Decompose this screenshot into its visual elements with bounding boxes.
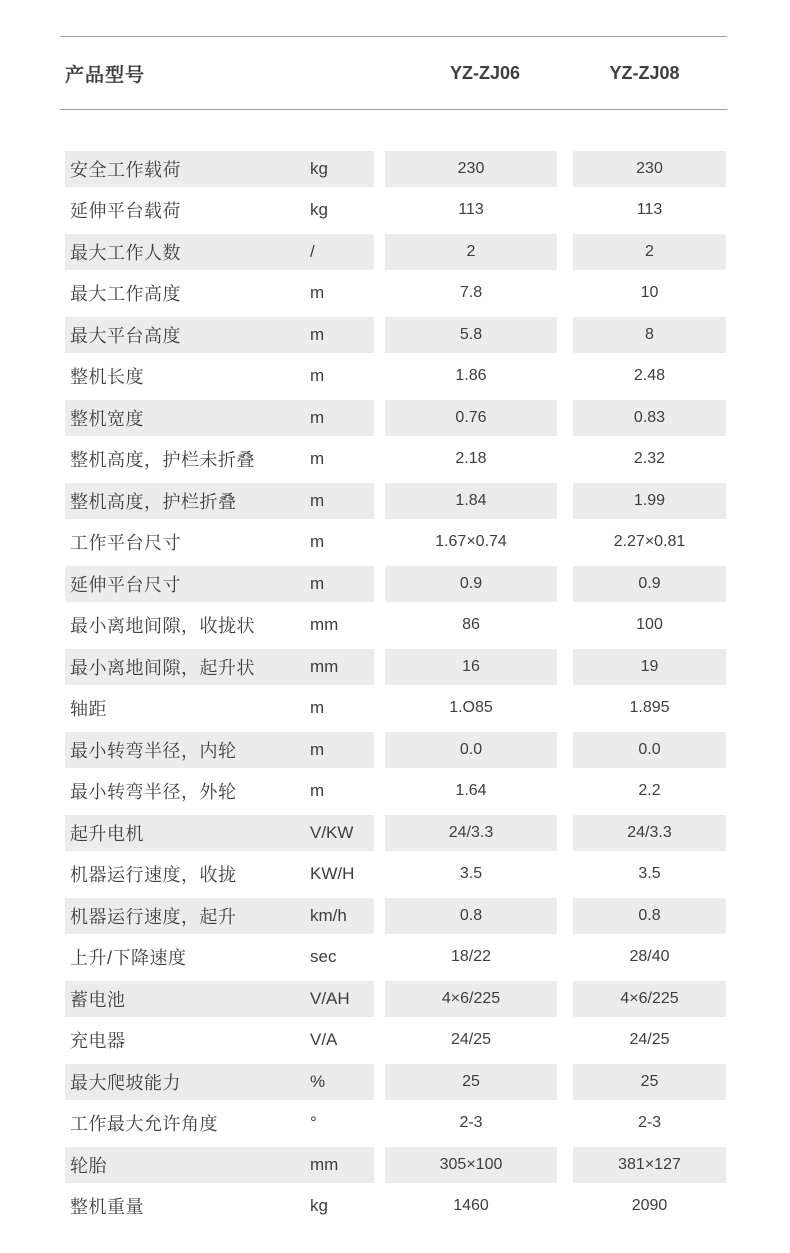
spec-value-zj06: 24/25 <box>450 1031 492 1049</box>
column-gap <box>557 856 573 892</box>
spec-unit: kg <box>310 1196 328 1216</box>
table-row <box>65 397 726 439</box>
spec-value-zj06: 1.O85 <box>449 699 493 717</box>
spec-unit: ° <box>310 1113 317 1133</box>
spec-unit: V/KW <box>310 822 354 842</box>
spec-label: 最大爬坡能力 <box>70 1072 181 1093</box>
column-gap <box>557 317 573 353</box>
spec-label: 最大平台高度 <box>70 325 181 346</box>
table-row <box>65 356 726 398</box>
column-gap <box>374 649 385 685</box>
spec-value-zj06: 1.86 <box>455 367 487 385</box>
spec-value-zj08: 10 <box>640 284 659 302</box>
spec-unit: m <box>310 366 325 386</box>
spec-value-zj08: 2-3 <box>637 1114 662 1132</box>
spec-label: 机器运行速度，起升 <box>70 906 237 927</box>
spec-unit: mm <box>310 1154 339 1174</box>
spec-value-zj08: 2.27×0.81 <box>613 533 686 551</box>
spec-unit: % <box>310 1071 326 1091</box>
table-header <box>60 36 727 110</box>
spec-label-cell <box>65 1064 374 1100</box>
table-row <box>65 439 726 481</box>
spec-unit: m <box>310 449 325 469</box>
spec-unit: km/h <box>310 905 347 925</box>
spec-value-zj06: 16 <box>385 649 557 685</box>
spec-label: 最小转弯半径，外轮 <box>70 782 237 803</box>
spec-value-zj06: 113 <box>458 201 484 219</box>
spec-label-cell <box>65 649 374 685</box>
spec-value-zj06: 1.64 <box>455 782 487 800</box>
spec-unit: m <box>310 573 325 593</box>
spec-value-zj08: 1.99 <box>573 483 726 519</box>
column-gap <box>374 275 385 311</box>
spec-value-zj08: 0.83 <box>573 400 726 436</box>
spec-label-cell <box>65 1105 374 1141</box>
table-row <box>65 190 726 232</box>
column-gap <box>374 773 385 809</box>
table-row <box>65 148 726 190</box>
spec-unit: kg <box>310 158 328 178</box>
spec-label-cell <box>65 856 374 892</box>
spec-value-zj06: 0.0 <box>385 732 557 768</box>
spec-label: 蓄电池 <box>70 989 126 1010</box>
spec-label-cell <box>65 815 374 851</box>
spec-label-cell <box>65 607 374 643</box>
spec-label: 机器运行速度，收拢 <box>70 865 237 886</box>
spec-value-zj06: 230 <box>385 151 557 187</box>
table-row <box>65 1020 726 1062</box>
spec-value-zj06: 24/3.3 <box>385 815 557 851</box>
spec-value-zj06: 1460 <box>453 1197 489 1215</box>
column-gap <box>374 898 385 934</box>
column-gap <box>557 192 573 228</box>
table-row <box>65 771 726 813</box>
spec-label: 起升电机 <box>70 823 144 844</box>
spec-value-zj08: 24/25 <box>629 1031 670 1049</box>
spec-table <box>65 148 726 1227</box>
spec-value-zj06: 4×6/225 <box>385 981 557 1017</box>
column-gap <box>557 773 573 809</box>
table-row <box>65 854 726 896</box>
spec-label-cell <box>65 151 374 187</box>
table-row <box>65 1103 726 1145</box>
column-gap <box>557 524 573 560</box>
column-gap <box>374 441 385 477</box>
table-row <box>65 480 726 522</box>
table-row <box>65 522 726 564</box>
column-gap <box>557 939 573 975</box>
spec-label-cell <box>65 939 374 975</box>
spec-value-zj08: 0.8 <box>573 898 726 934</box>
spec-value-zj08: 2 <box>573 234 726 270</box>
column-gap <box>374 317 385 353</box>
column-gap <box>374 1064 385 1100</box>
column-gap <box>557 275 573 311</box>
spec-label: 最小离地间隙，起升状 <box>70 657 255 678</box>
table-row <box>65 729 726 771</box>
spec-value-zj06: 86 <box>462 616 480 634</box>
column-gap <box>374 400 385 436</box>
column-gap <box>557 1064 573 1100</box>
spec-label: 上升/下降速度 <box>70 948 187 969</box>
column-gap <box>557 566 573 602</box>
spec-value-zj06: 0.8 <box>385 898 557 934</box>
spec-label: 工作平台尺寸 <box>70 533 181 554</box>
spec-label: 轮胎 <box>70 1155 107 1176</box>
spec-value-zj08: 2.32 <box>633 450 666 468</box>
column-gap <box>557 981 573 1017</box>
column-gap <box>557 1022 573 1058</box>
column-gap <box>374 524 385 560</box>
spec-label-cell <box>65 317 374 353</box>
column-gap <box>557 483 573 519</box>
table-row <box>65 978 726 1020</box>
spec-unit: m <box>310 324 325 344</box>
spec-label: 最小离地间隙，收拢状 <box>70 616 255 637</box>
spec-value-zj08: 0.0 <box>573 732 726 768</box>
spec-value-zj06: 2.18 <box>455 450 487 468</box>
table-row <box>65 605 726 647</box>
table-row <box>65 895 726 937</box>
spec-value-zj08: 3.5 <box>638 865 661 883</box>
spec-value-zj08: 28/40 <box>629 948 670 966</box>
spec-unit: m <box>310 407 325 427</box>
spec-value-zj06: 305×100 <box>385 1147 557 1183</box>
column-gap <box>557 1105 573 1141</box>
spec-label-cell <box>65 690 374 726</box>
spec-value-zj08: 230 <box>573 151 726 187</box>
spec-value-zj06: 0.9 <box>385 566 557 602</box>
spec-value-zj08: 8 <box>573 317 726 353</box>
spec-label-cell <box>65 358 374 394</box>
spec-value-zj08: 2.2 <box>638 782 661 800</box>
column-gap <box>374 483 385 519</box>
spec-label: 整机宽度 <box>70 408 144 429</box>
spec-unit: KW/H <box>310 864 355 884</box>
spec-label: 整机重量 <box>70 1197 144 1218</box>
column-gap <box>374 690 385 726</box>
spec-label-cell <box>65 234 374 270</box>
table-row <box>65 937 726 979</box>
column-gap <box>374 1147 385 1183</box>
model-column-header-zj08: YZ-ZJ08 <box>609 62 680 83</box>
spec-value-zj08: 25 <box>573 1064 726 1100</box>
spec-label: 最小转弯半径，内轮 <box>70 740 237 761</box>
column-gap <box>374 607 385 643</box>
column-gap <box>374 732 385 768</box>
column-gap <box>557 607 573 643</box>
spec-label: 整机长度 <box>70 367 144 388</box>
spec-unit: m <box>310 781 325 801</box>
column-gap <box>374 1105 385 1141</box>
spec-unit: mm <box>310 615 339 635</box>
column-gap <box>374 358 385 394</box>
spec-value-zj06: 2-3 <box>459 1114 483 1132</box>
spec-label-cell <box>65 483 374 519</box>
spec-unit: m <box>310 739 325 759</box>
spec-unit: / <box>310 241 315 261</box>
spec-label-cell <box>65 441 374 477</box>
column-gap <box>374 1022 385 1058</box>
spec-label-cell <box>65 898 374 934</box>
spec-label: 延伸平台载荷 <box>70 201 181 222</box>
spec-value-zj06: 2 <box>385 234 557 270</box>
column-gap <box>374 566 385 602</box>
column-gap <box>374 234 385 270</box>
spec-unit: V/AH <box>310 988 350 1008</box>
spec-value-zj08: 381×127 <box>573 1147 726 1183</box>
column-gap <box>557 400 573 436</box>
spec-label: 整机高度，护栏未折叠 <box>70 450 255 471</box>
column-gap <box>374 1188 385 1224</box>
spec-unit: mm <box>310 656 339 676</box>
spec-value-zj08: 2090 <box>631 1197 668 1215</box>
table-row <box>65 563 726 605</box>
spec-label-cell <box>65 732 374 768</box>
spec-label-cell <box>65 1188 374 1224</box>
column-gap <box>374 815 385 851</box>
column-gap <box>557 234 573 270</box>
column-gap <box>374 151 385 187</box>
column-gap <box>557 1188 573 1224</box>
column-gap <box>374 55 385 91</box>
spec-label: 最大工作人数 <box>70 242 181 263</box>
model-column-header-zj06: YZ-ZJ06 <box>449 62 521 83</box>
spec-value-zj06: 1.67×0.74 <box>435 533 507 551</box>
spec-value-zj06: 5.8 <box>385 317 557 353</box>
column-gap <box>557 690 573 726</box>
spec-unit: V/A <box>310 1030 338 1050</box>
spec-value-zj06: 7.8 <box>459 284 483 302</box>
spec-label: 整机高度，护栏折叠 <box>70 491 237 512</box>
spec-value-zj06: 1.84 <box>385 483 557 519</box>
spec-label-cell <box>65 275 374 311</box>
spec-unit: m <box>310 283 325 303</box>
spec-value-zj06: 18/22 <box>450 948 492 966</box>
spec-value-zj08: 24/3.3 <box>573 815 726 851</box>
column-gap <box>557 815 573 851</box>
column-gap <box>374 981 385 1017</box>
table-row <box>65 273 726 315</box>
spec-value-zj06: 25 <box>385 1064 557 1100</box>
table-row <box>65 688 726 730</box>
product-model-heading: 产品型号 <box>65 64 146 86</box>
column-gap <box>557 151 573 187</box>
spec-label-cell <box>65 1022 374 1058</box>
column-gap <box>374 939 385 975</box>
column-gap <box>374 856 385 892</box>
spec-label-cell <box>65 566 374 602</box>
spec-label-cell <box>65 400 374 436</box>
table-row <box>65 1144 726 1186</box>
spec-value-zj08: 4×6/225 <box>573 981 726 1017</box>
spec-label-cell <box>65 1147 374 1183</box>
column-gap <box>557 441 573 477</box>
spec-value-zj08: 100 <box>636 616 663 634</box>
spec-value-zj08: 0.9 <box>573 566 726 602</box>
spec-unit: m <box>310 490 325 510</box>
table-row <box>65 1186 726 1228</box>
column-gap <box>557 358 573 394</box>
table-row <box>65 314 726 356</box>
column-gap <box>557 732 573 768</box>
column-gap <box>557 1147 573 1183</box>
table-row <box>65 1061 726 1103</box>
spec-label-cell <box>65 192 374 228</box>
spec-unit: sec <box>310 947 337 967</box>
spec-value-zj06: 3.5 <box>459 865 483 883</box>
spec-value-zj08: 113 <box>636 201 663 219</box>
table-row <box>65 231 726 273</box>
spec-value-zj08: 2.48 <box>633 367 666 385</box>
spec-value-zj08: 19 <box>573 649 726 685</box>
spec-unit: kg <box>310 200 328 220</box>
spec-label-cell <box>65 773 374 809</box>
table-row <box>65 646 726 688</box>
spec-label-cell <box>65 981 374 1017</box>
spec-label: 最大工作高度 <box>70 284 181 305</box>
column-gap <box>557 898 573 934</box>
spec-label: 充电器 <box>70 1031 126 1052</box>
column-gap <box>374 192 385 228</box>
spec-label: 工作最大允许角度 <box>70 1114 218 1135</box>
spec-label: 安全工作载荷 <box>70 159 181 180</box>
column-gap <box>557 649 573 685</box>
spec-unit: m <box>310 698 325 718</box>
table-row <box>65 812 726 854</box>
spec-label: 轴距 <box>70 699 107 720</box>
spec-value-zj08: 1.895 <box>629 699 670 717</box>
spec-value-zj06: 0.76 <box>385 400 557 436</box>
spec-label: 延伸平台尺寸 <box>70 574 181 595</box>
spec-unit: m <box>310 532 325 552</box>
spec-label-cell <box>65 524 374 560</box>
